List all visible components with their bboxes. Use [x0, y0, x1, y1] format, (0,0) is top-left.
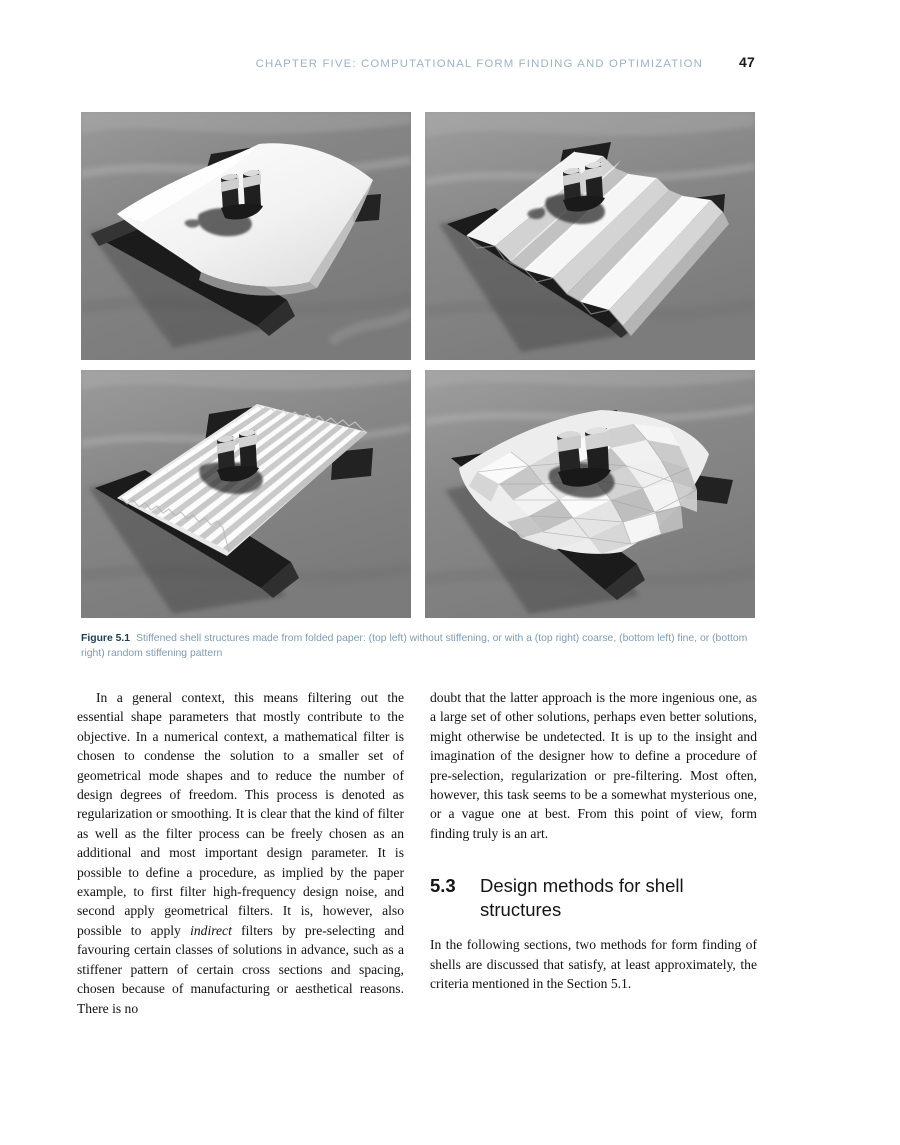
- section-number: 5.3: [430, 875, 456, 897]
- section-title: Design methods for shell structures: [480, 875, 684, 920]
- paragraph-continued: doubt that the latter approach is the more ingenious one, as a large set of other solutions, perhaps even better solutions, might otherwise be undetected. It is up to the insight and imagination of the designer how to define a procedure of pre-selection, regularization or pre-filtering. Most often, however, this task seems to be a somewhat mysterious one, or a vague one at best. From this point of view, form finding truly is an art.: [430, 690, 757, 841]
- body-columns: [77, 688, 758, 1018]
- emphasis-indirect: indirect: [190, 922, 232, 938]
- paragraph-filtering-part-2: filters by pre-selecting and favouring certain classes of solutions in advance, such as a stiffener pattern of certain cross sections and spacing, chosen because of manufacturing or aesthetical reasons. There is no: [77, 922, 404, 1016]
- section-heading-5-3: [430, 874, 757, 921]
- photo-coarse-stiffening: [425, 112, 755, 360]
- photo-unstiffened-sheet: [81, 112, 411, 360]
- page-number: 47: [739, 54, 755, 70]
- paragraph-filtering: [77, 688, 404, 1018]
- figure-photo-grid: [81, 112, 755, 618]
- figure-caption: [81, 631, 757, 661]
- left-column: [77, 688, 404, 1018]
- right-column: [430, 688, 757, 1018]
- paragraph-filtering-part-1: In a general context, this means filtering out the essential shape parameters that mostly contribute to the objective. In a numerical context, a mathematical filter is chosen to condense the solution to a smaller set of geometrical mode shapes and to reduce the number of design degrees of freedom. This process is denoted as regularization or smoothing. It is clear that the kind of filter as well as the filter process can be freely chosen as an additional and most important design parameter. It is possible to define a procedure, as implied by the paper example, to first filter high-frequency design noise, and second apply geometrical filters. It is, however, also possible to apply: [77, 690, 404, 938]
- photo-fine-stiffening: [81, 370, 411, 618]
- figure-caption-label: Figure 5.1: [81, 633, 131, 644]
- running-head: [77, 54, 755, 76]
- figure-caption-text: Stiffened shell structures made from folded paper: (top left) without stiffening, or with a (top right) coarse, (bottom left) fine, or (bottom right) random stiffening pattern: [81, 633, 748, 660]
- photo-random-stiffening: [425, 370, 755, 618]
- running-head-title: CHAPTER FIVE: COMPUTATIONAL FORM FINDING AND OPTIMIZATION: [255, 58, 704, 70]
- paragraph-following-sections: In the following sections, two methods for form finding of shells are discussed that satisfy, at least approximately, the criteria mentioned in the Section 5.1.: [430, 937, 757, 992]
- figure-5-1: [81, 112, 755, 618]
